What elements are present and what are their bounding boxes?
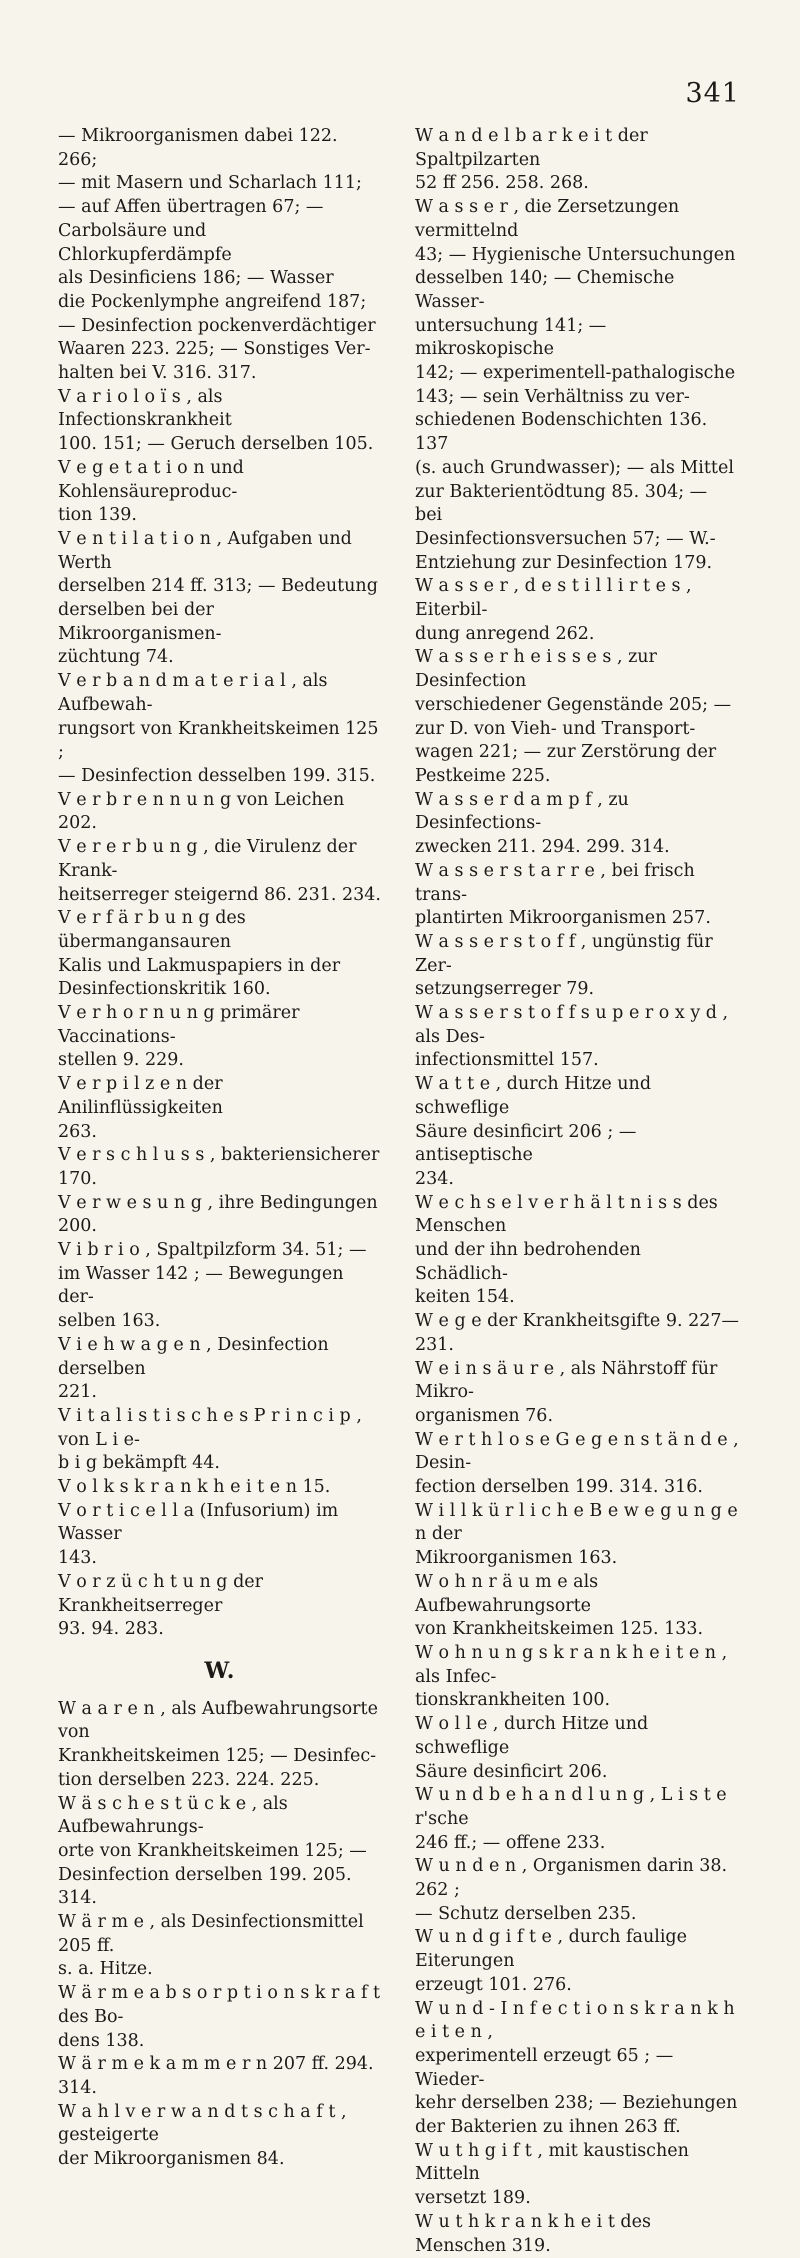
index-line: Desinfectionskritik 160. xyxy=(58,979,271,1000)
index-line: V e r p i l z e n der Anilinflüssigkeiten xyxy=(58,1074,223,1118)
index-line: Kalis und Lakmuspapiers in der xyxy=(58,955,341,976)
index-line: W ä s c h e s t ü c k e , als Aufbewahrungs- xyxy=(58,1793,288,1838)
index-line: W ä r m e a b s o r p t i o n s k r a f t des Bo- xyxy=(58,1983,381,2027)
index-line: Desinfection derselben 199. 205. 314. xyxy=(58,1864,352,1909)
index-line: V e n t i l a t i o n , Aufgaben und Werth xyxy=(58,528,352,573)
index-line: zur Bakterientödtung 85. 304; — bei xyxy=(415,481,708,526)
index-line: — mit Masern und Scharlach 111; xyxy=(58,173,362,194)
index-line: W a s s e r , die Zersetzungen vermittelnd xyxy=(415,197,680,241)
index-line: W ä r m e k a m m e r n 207 ff. 294. 314. xyxy=(58,2054,374,2098)
index-line: schiedenen Bodenschichten 136. 137 xyxy=(415,410,708,455)
index-line: 246 ff.; — offene 233. xyxy=(415,1832,606,1853)
index-line: dens 138. xyxy=(58,2030,145,2051)
section-heading-w: W. xyxy=(204,1658,236,1684)
index-line: tionskrankheiten 100. xyxy=(415,1690,611,1711)
index-line: 234. xyxy=(415,1168,454,1189)
index-line: W u n d g i f t e , durch faulige Eiterungen xyxy=(415,1927,687,1972)
index-line: Entziehung zur Desinfection 179. xyxy=(415,552,713,573)
index-line: V e g e t a t i o n und Kohlensäureproduc- xyxy=(58,457,244,502)
index-line: tion 139. xyxy=(58,505,137,526)
index-line: selben 163. xyxy=(58,1311,161,1332)
index-line: die Pockenlymphe angreifend 187; xyxy=(58,291,367,312)
index-line: W o h n u n g s k r a n k h e i t e n , als Infec- xyxy=(415,1643,728,1687)
index-line: W e c h s e l v e r h ä l t n i s s des Menschen xyxy=(415,1192,718,1237)
index-line: verschiedener Gegenstände 205; — xyxy=(415,694,732,715)
index-line: zur D. von Vieh- und Transport- xyxy=(415,718,696,739)
index-line: Desinfectionsversuchen 57; — W.- xyxy=(415,528,716,549)
index-line: V o r z ü c h t u n g der Krankheitserreger xyxy=(58,1571,263,1616)
index-line: — Mikroorganismen dabei 122. 266; xyxy=(58,126,338,170)
index-line: V e r s c h l u s s , bakteriensicherer 170. xyxy=(58,1145,380,1189)
index-line: W u t h g i f t , mit kaustischen Mitteln xyxy=(415,2140,689,2185)
index-line: Waaren 223. 225; — Sonstiges Ver- xyxy=(58,339,371,360)
index-line: V e r b a n d m a t e r i a l , als Aufbewah- xyxy=(58,671,328,715)
index-entries-w-left xyxy=(58,1698,382,2172)
index-line: V e r w e s u n g , ihre Bedingungen 200. xyxy=(58,1192,378,1237)
index-line: V i e h w a g e n , Desinfection derselben xyxy=(58,1334,329,1379)
index-line: Carbolsäure und Chlorkupferdämpfe xyxy=(58,220,232,265)
index-line: s. a. Hitze. xyxy=(58,1959,153,1980)
index-column-right xyxy=(415,125,739,2258)
index-line: W a s s e r s t o f f , ungünstig für Zer- xyxy=(415,931,713,976)
index-entries-w-right xyxy=(415,125,739,2258)
index-line: der Bakterien zu ihnen 263 ff. xyxy=(415,2117,681,2138)
index-line: 263. xyxy=(58,1121,97,1142)
index-line: und der ihn bedrohenden Schädlich- xyxy=(415,1240,641,1284)
index-line: 143; — sein Verhältniss zu ver- xyxy=(415,386,690,407)
index-line: tion derselben 223. 224. 225. xyxy=(58,1769,320,1790)
index-line: erzeugt 101. 276. xyxy=(415,1974,572,1995)
index-line: — auf Affen übertragen 67; — xyxy=(58,197,324,218)
index-line: keiten 154. xyxy=(415,1287,515,1308)
index-line: organismen 76. xyxy=(415,1405,554,1426)
index-line: von Krankheitskeimen 125. 133. xyxy=(415,1619,704,1640)
index-line: W a s s e r , d e s t i l l i r t e s , Eiterbil- xyxy=(415,576,692,621)
index-line: 93. 94. 283. xyxy=(58,1619,164,1640)
index-line: V o l k s k r a n k h e i t e n 15. xyxy=(58,1477,331,1498)
index-line: als Desinficiens 186; — Wasser xyxy=(58,268,334,289)
index-line: heitserreger steigernd 86. 231. 234. xyxy=(58,884,381,905)
index-line: untersuchung 141; — mikroskopische xyxy=(415,315,607,360)
index-line: W e i n s ä u r e , als Nährstoff für Mikro- xyxy=(415,1358,718,1403)
index-entries-v xyxy=(58,125,382,1642)
index-line: rungsort von Krankheitskeimen 125 ; xyxy=(58,718,379,763)
index-line: 143. xyxy=(58,1548,97,1569)
index-line: V i t a l i s t i s c h e s P r i n c i p , von L i e- xyxy=(58,1405,362,1450)
index-line: V a r i o l o ï s , als Infectionskrankheit xyxy=(58,386,232,431)
index-line: wagen 221; — zur Zerstörung der xyxy=(415,742,717,763)
index-line: im Wasser 142 ; — Bewegungen der- xyxy=(58,1263,344,1308)
index-line: kehr derselben 238; — Beziehungen xyxy=(415,2093,738,2114)
index-line: stellen 9. 229. xyxy=(58,1050,184,1071)
index-line: Pestkeime 225. xyxy=(415,765,551,786)
index-line: W u n d b e h a n d l u n g , L i s t e r'sche xyxy=(415,1785,727,1829)
index-line: W ä r m e , als Desinfectionsmittel 205 ff. xyxy=(58,1912,364,1956)
index-line: Mikroorganismen 163. xyxy=(415,1548,618,1569)
index-line: Säure desinficirt 206. xyxy=(415,1761,608,1782)
index-line: W a s s e r s t a r r e , bei frisch trans- xyxy=(415,860,695,905)
index-line: W a s s e r s t o f f s u p e r o x y d , als Des- xyxy=(415,1003,729,1047)
index-line: W a a r e n , als Aufbewahrungsorte von xyxy=(58,1698,378,1743)
index-line: V e r f ä r b u n g des übermangansauren xyxy=(58,908,246,952)
index-line: — Desinfection desselben 199. 315. xyxy=(58,765,376,786)
index-line: W e g e der Krankheitsgifte 9. 227—231. xyxy=(415,1311,740,1355)
index-line: 100. 151; — Geruch derselben 105. xyxy=(58,434,374,455)
index-line: orte von Krankheitskeimen 125; — xyxy=(58,1840,367,1861)
index-line: 142; — experimentell-pathalogische xyxy=(415,363,736,384)
index-line: 221. xyxy=(58,1382,97,1403)
index-line: W a s s e r d a m p f , zu Desinfections- xyxy=(415,789,629,834)
index-line: W a s s e r h e i s s e s , zur Desinfection xyxy=(415,647,657,692)
index-line: derselben 214 ff. 313; — Bedeutung xyxy=(58,576,378,597)
index-line: — Desinfection pockenverdächtiger xyxy=(58,315,376,336)
index-line: fection derselben 199. 314. 316. xyxy=(415,1477,703,1498)
page-number: 341 xyxy=(685,78,740,109)
index-line: der Mikroorganismen 84. xyxy=(58,2149,285,2170)
index-line: versetzt 189. xyxy=(415,2188,531,2209)
index-line: 43; — Hygienische Untersuchungen xyxy=(415,244,736,265)
index-line: halten bei V. 316. 317. xyxy=(58,363,257,384)
index-line: V o r t i c e l l a (Infusorium) im Wasser xyxy=(58,1500,339,1545)
index-line: experimentell erzeugt 65 ; — Wieder- xyxy=(415,2045,674,2090)
index-line: V e r b r e n n u n g von Leichen 202. xyxy=(58,789,345,834)
index-line: 52 ff 256. 258. 268. xyxy=(415,173,589,194)
index-line: derselben bei der Mikroorganismen- xyxy=(58,600,222,644)
index-line: W u n d - I n f e c t i o n s k r a n k h e i t e n , xyxy=(415,1998,735,2043)
index-line: dung anregend 262. xyxy=(415,623,595,644)
index-line: W e r t h l o s e G e g e n s t ä n d e , Desin- xyxy=(415,1429,739,1474)
index-line: W o h n r ä u m e als Aufbewahrungsorte xyxy=(415,1571,599,1616)
index-line: (s. auch Grundwasser); — als Mittel xyxy=(415,457,734,478)
index-line: Säure desinficirt 206 ; — antiseptische xyxy=(415,1121,637,1166)
index-line: Krankheitskeimen 125; — Desinfec- xyxy=(58,1746,377,1767)
index-line: zwecken 211. 294. 299. 314. xyxy=(415,837,670,858)
index-column-left xyxy=(58,125,382,2172)
index-line: plantirten Mikroorganismen 257. xyxy=(415,908,711,929)
index-line: W a h l v e r w a n d t s c h a f t , gesteigerte xyxy=(58,2101,347,2146)
index-line: — Schutz derselben 235. xyxy=(415,1903,637,1924)
index-line: desselben 140; — Chemische Wasser- xyxy=(415,268,675,312)
index-line: W o l l e , durch Hitze und schweflige xyxy=(415,1714,649,1758)
index-line: infectionsmittel 157. xyxy=(415,1050,599,1071)
index-line: V e r e r b u n g , die Virulenz der Krank- xyxy=(58,837,357,881)
index-line: b i g bekämpft 44. xyxy=(58,1453,220,1474)
index-line: W u n d e n , Organismen darin 38. 262 ; xyxy=(415,1856,728,1901)
index-line: züchtung 74. xyxy=(58,647,174,668)
index-line: V e r h o r n u n g primärer Vaccinations- xyxy=(58,1003,300,1047)
index-line: W a n d e l b a r k e i t der Spaltpilzarten xyxy=(415,126,648,170)
index-line: V i b r i o , Spaltpilzform 34. 51; — xyxy=(58,1240,367,1261)
index-line: W u t h k r a n k h e i t des Menschen 319. xyxy=(415,2211,651,2256)
index-line: W i l l k ü r l i c h e B e w e g u n g e n der xyxy=(415,1500,738,1545)
index-line: W a t t e , durch Hitze und schweflige xyxy=(415,1074,652,1118)
index-line: setzungserreger 79. xyxy=(415,979,595,1000)
